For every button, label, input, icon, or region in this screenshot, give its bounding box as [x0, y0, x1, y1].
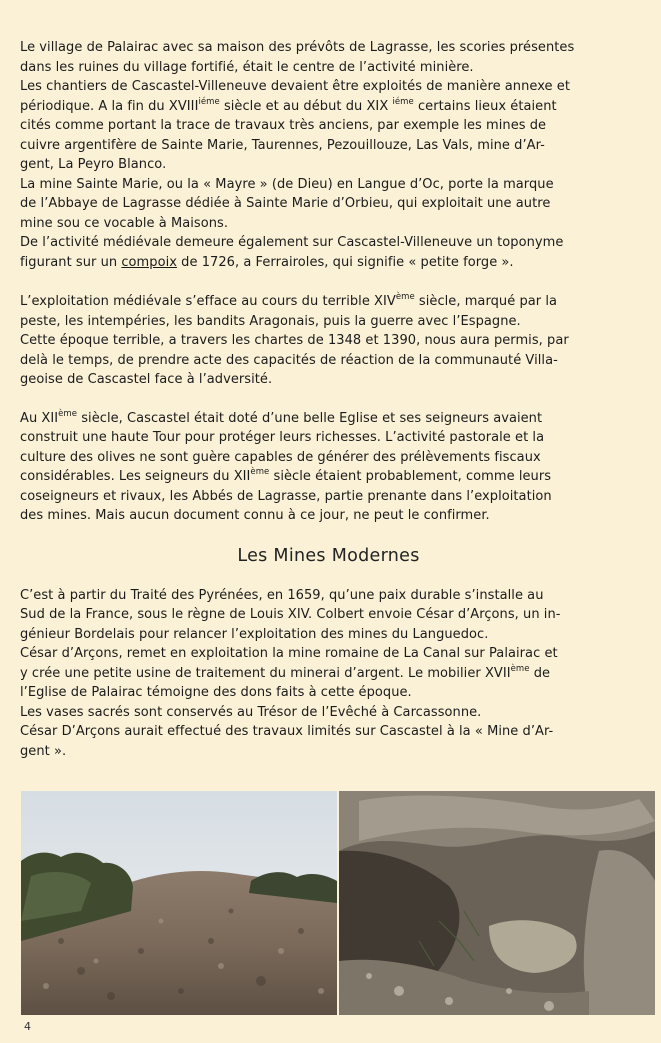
text-line: cuivre argentifère de Sainte Marie, Taurennes, Pezouillouze, Las Vals, mine d’Ar-: [20, 137, 545, 153]
superscript: ème: [58, 408, 78, 419]
text-line: gent ».: [20, 743, 67, 759]
modern-mines-paragraph: [20, 586, 637, 762]
text-line: La mine Sainte Marie, ou la « Mayre » (de Dieu) en Langue d’Oc, porte la marque: [20, 176, 554, 192]
text-line: Au XIIème siècle, Cascastel était doté d’une belle Eglise et ses seigneurs avaient: [20, 408, 543, 426]
text-line: y crée une petite usine de traitement du minerai d’argent. Le mobilier XVIIème de: [20, 663, 551, 681]
text-line: peste, les intempéries, les bandits Aragonais, puis la guerre avec l’Espagne.: [20, 313, 521, 329]
text-line: Les chantiers de Cascastel-Villeneuve devaient être exploités de manière annexe et: [20, 79, 570, 94]
text-line: De l’activité médiévale demeure également sur Cascastel-Villeneuve un toponyme: [20, 235, 564, 250]
text-line: des mines. Mais aucun document connu à ce jour, ne peut le confirmer.: [20, 508, 490, 523]
text-line: L’exploitation médiévale s’efface au cours du terrible XIVème siècle, marqué par la: [20, 292, 558, 309]
text-line: mine sou ce vocable à Maisons.: [20, 215, 229, 231]
text-line: l’Eglise de Palairac témoigne des dons faits à cette époque.: [20, 685, 412, 700]
superscript: iéme: [392, 96, 414, 107]
page-number: 4: [24, 1020, 31, 1033]
intro-paragraph: [20, 38, 637, 272]
superscript: ème: [250, 467, 270, 477]
text-line: geoise de Cascastel face à l’adversité.: [20, 372, 273, 387]
text-line: Le village de Palairac avec sa maison des prévôts de Lagrasse, les scories présentes: [20, 40, 575, 55]
text-line: delà le temps, de prendre acte des capacités de réaction de la communauté Villa-: [20, 352, 558, 368]
text-line: de l’Abbaye de Lagrasse dédiée à Sainte Marie d’Orbieu, qui exploitait une autre: [20, 196, 551, 211]
text-line: cités comme portant la trace de travaux très anciens, par exemple les mines de: [20, 118, 547, 133]
text-line: coseigneurs et rivaux, les Abbés de Lagrasse, partie prenante dans l’exploitation: [20, 488, 552, 504]
text-line: Cette époque terrible, a travers les chartes de 1348 et 1390, nous aura permis, par: [20, 333, 569, 348]
text-line: Sud de la France, sous le règne de Louis XIV. Colbert envoie César d’Arçons, un in-: [20, 607, 561, 622]
superscript: iéme: [198, 96, 220, 107]
text-line: dans les ruines du village fortifié, était le centre de l’activité minière.: [20, 59, 474, 75]
twelfth-century-paragraph: [20, 409, 637, 526]
mine-entrance-rocks-photo: [339, 791, 655, 1015]
text-line: César d’Arçons, remet en exploitation la mine romaine de La Canal sur Palairac et: [20, 646, 558, 661]
text-line: Les vases sacrés sont conservés au Trésor de l’Evêché à Carcassonne.: [20, 704, 482, 720]
text-line: génieur Bordelais pour relancer l’exploitation des mines du Languedoc.: [20, 626, 489, 642]
text-line: périodique. A la fin du $XVIII^{iéme}$ siècle et au début du XIX $^{iéme}$ certains lieux étaient: [20, 96, 557, 114]
text-line: C’est à partir du Traité des Pyrénées, en 1659, qu’une paix durable s’installe au: [20, 587, 544, 603]
compoix-link[interactable]: compoix: [121, 254, 177, 270]
text-line: César D’Arçons aurait effectué des travaux limités sur Cascastel à la « Mine d’Ar-: [20, 724, 554, 739]
text-line: gent, La Peyro Blanco.: [20, 157, 167, 172]
superscript: ème: [510, 663, 530, 674]
section-heading: Les Mines Modernes: [237, 545, 420, 566]
text-line: culture des olives ne sont guère capables de générer des prélèvements fiscaux: [20, 449, 541, 465]
text-line: construit une haute Tour pour protéger leurs richesses. L’activité pastorale et la: [20, 430, 545, 445]
medieval-paragraph: [20, 292, 637, 390]
superscript: ème: [395, 292, 415, 302]
text-line: figurant sur un compoix de 1726, a Ferrairoles, qui signifie « petite forge ».: [20, 254, 514, 270]
text-line: considérables. Les seigneurs du XIIème siècle étaient probablement, comme leurs: [20, 467, 552, 484]
photo-strip: [21, 791, 655, 1015]
scree-slope-photo: [21, 791, 337, 1015]
